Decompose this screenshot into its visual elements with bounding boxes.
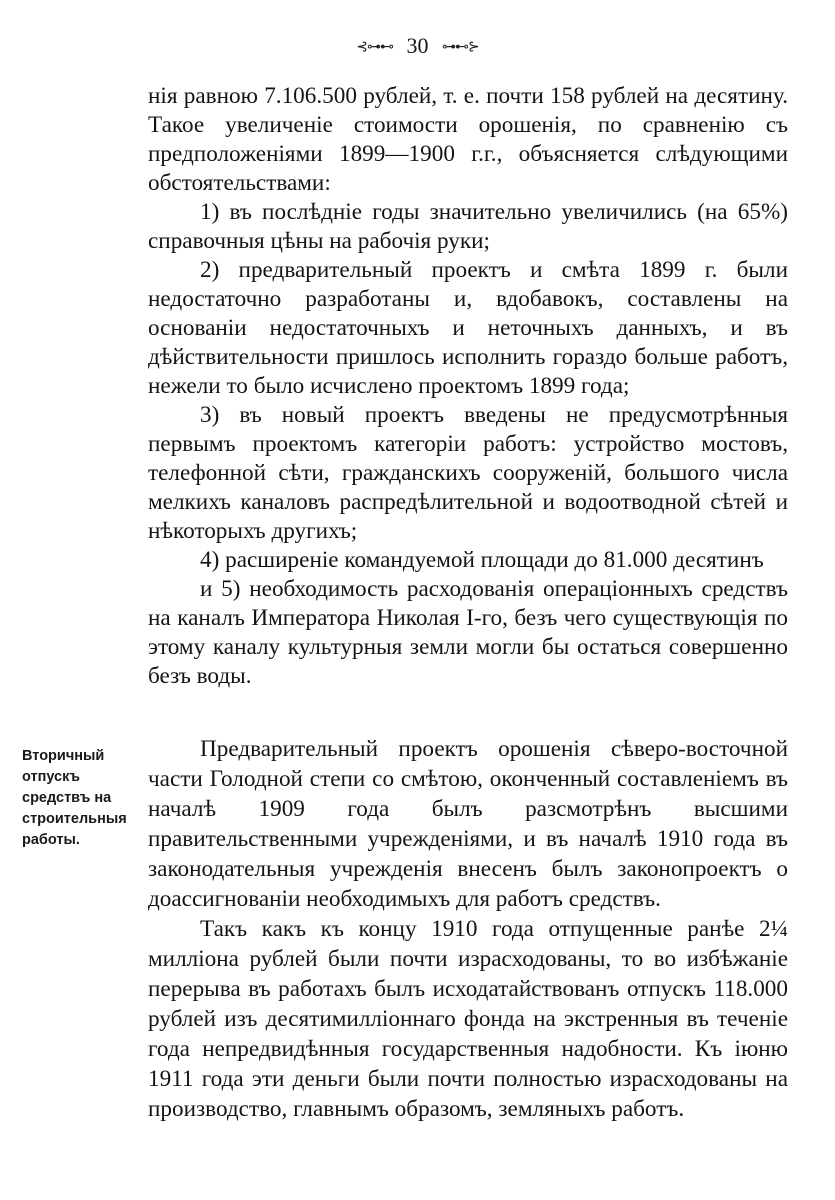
margin-note-line: работы. bbox=[22, 832, 80, 848]
ornament-left-icon: ⊰⊶⊷ bbox=[356, 39, 393, 55]
text-block-top bbox=[148, 82, 788, 691]
margin-note-line: отпускъ bbox=[22, 769, 80, 785]
paragraph-project: Предварительный проектъ орошенія сѣверо-восточной части Голодной степи со смѣтою, оконченный составленіемъ въ началѣ 1909 года былъ разсмотрѣнъ высшими правительственными учрежденіями, и въ началѣ 1910 года въ законодательныя учрежденія внесенъ былъ законопроектъ о доассигнованіи необходимыхъ для работъ средствъ. bbox=[148, 736, 788, 912]
margin-note-line: строительныя bbox=[22, 811, 127, 827]
text-block-bottom bbox=[148, 734, 788, 1124]
margin-note-line: Вторичный bbox=[22, 748, 105, 764]
margin-note bbox=[22, 746, 142, 851]
list-item-5: и 5) необходимость расходованія операціонныхъ средствъ на каналъ Императора Николая I-го, безъ чего существующія по этому каналу культурныя земли могли бы остаться совершенно безъ воды. bbox=[148, 576, 788, 689]
list-item-2: 2) предварительный проектъ и смѣта 1899 г. были недостаточно разработаны и, вдобавокъ, составлены на основаніи недостаточныхъ и неточныхъ данныхъ, и въ дѣйствительности пришлось исполнить гораздо больше работъ, нежели то было исчислено проектомъ 1899 года; bbox=[148, 257, 788, 399]
list-item-3: 3) въ новый проектъ введены не предусмотрѣнныя первымъ проектомъ категоріи работъ: устройство мостовъ, телефонной сѣти, гражданскихъ сооруженій, большого числа мелкихъ каналовъ распредѣлительной и водоотводной сѣтей и нѣкоторыхъ другихъ; bbox=[148, 402, 788, 544]
page-number: 30 bbox=[406, 33, 429, 58]
paragraph-funding: Такъ какъ къ концу 1910 года отпущенные ранѣе 2¼ милліона рублей были почти израсходованы, то во избѣжаніе перерыва въ работахъ былъ исходатайствованъ отпускъ 118.000 рублей изъ десятимилліоннаго фонда на экстренныя въ теченіе года непредвидѣнныя государственныя надобности. Къ іюню 1911 года эти деньги были почти полностью израсходованы на производство, главнымъ образомъ, земляныхъ работъ. bbox=[148, 916, 788, 1122]
paragraph-continuation: нія равною 7.106.500 рублей, т. е. почти 158 рублей на десятину. Такое увеличеніе стоимости орошенія, по сравненію съ предположеніями 1899—1900 г.г., объясняется слѣдующими обстоятельствами: bbox=[148, 83, 788, 196]
ornament-right-icon: ⊶⊷⊱ bbox=[442, 39, 479, 55]
margin-note-line: средствъ на bbox=[22, 790, 112, 806]
list-item-1: 1) въ послѣдніе годы значительно увеличились (на 65%) справочныя цѣны на рабочія руки; bbox=[148, 199, 788, 254]
page-header bbox=[0, 34, 835, 60]
list-item-4: 4) расширеніе командуемой площади до 81.000 десятинъ bbox=[200, 547, 764, 573]
